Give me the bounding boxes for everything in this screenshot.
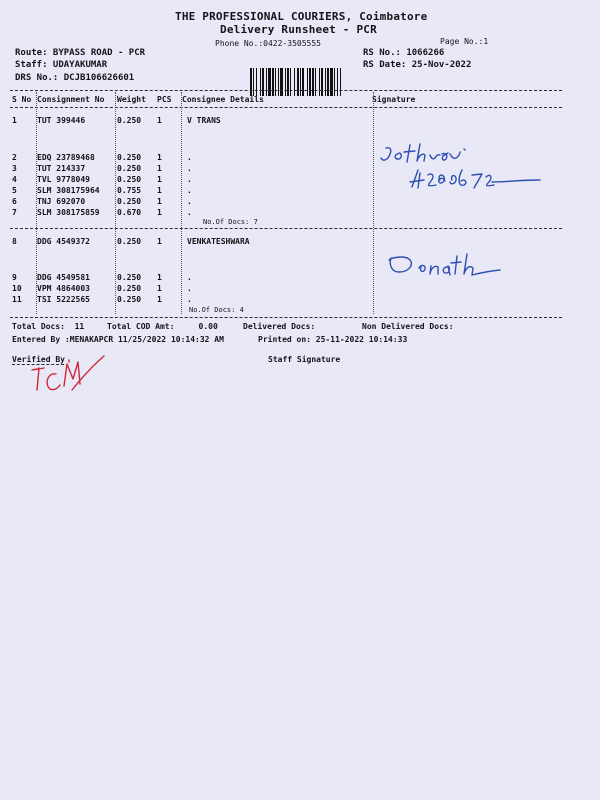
- col-consignee: Consignee Details: [182, 95, 264, 104]
- row-consignment: DDG 4549372: [37, 237, 90, 246]
- col-sno: S No: [12, 95, 32, 104]
- header-top-rule: [10, 90, 562, 91]
- sheet-title: Delivery Runsheet - PCR: [220, 23, 377, 36]
- row-pcs: 1: [157, 175, 162, 184]
- row-sno: 5: [12, 186, 17, 195]
- row-consignee: .: [187, 295, 192, 304]
- printed-on: Printed on: 25-11-2022 10:14:33: [258, 335, 408, 344]
- row-consignment: SLM 308175964: [37, 186, 100, 195]
- table-row: [0, 116, 600, 127]
- row-consignment: TNJ 692070: [37, 197, 86, 206]
- table-row: [0, 208, 600, 219]
- row-consignment: TUT 214337: [37, 164, 86, 173]
- row-pcs: 1: [157, 153, 162, 162]
- row-sno: 6: [12, 197, 17, 206]
- row-weight: 0.755: [117, 186, 142, 195]
- row-sno: 1: [12, 116, 17, 125]
- row-weight: 0.250: [117, 295, 142, 304]
- group2-docs-count: No.Of Docs: 4: [189, 306, 244, 314]
- row-consignment: DDG 4549581: [37, 273, 90, 282]
- staff-label: Staff: UDAYAKUMAR: [15, 60, 108, 70]
- col-pcs: PCS: [157, 95, 172, 104]
- row-consignee: V TRANS: [187, 116, 221, 125]
- row-sno: 3: [12, 164, 17, 173]
- row-weight: 0.250: [117, 116, 142, 125]
- verifier-initials-signature: [28, 352, 113, 402]
- rs-number: RS No.: 1066266: [363, 48, 445, 58]
- total-docs: Total Docs: 11: [12, 322, 85, 331]
- row-pcs: 1: [157, 273, 162, 282]
- row-consignee: .: [187, 197, 192, 206]
- row-pcs: 1: [157, 208, 162, 217]
- row-consignment: TSI 5222565: [37, 295, 90, 304]
- row-weight: 0.250: [117, 153, 142, 162]
- footer-top-rule: [10, 317, 562, 318]
- row-pcs: 1: [157, 164, 162, 173]
- table-row: [0, 284, 600, 295]
- row-consignee: .: [187, 153, 192, 162]
- row-weight: 0.670: [117, 208, 142, 217]
- group-separator: [10, 228, 562, 229]
- col-signature: Signature: [372, 95, 416, 104]
- table-row: [0, 295, 600, 306]
- row-sno: 7: [12, 208, 17, 217]
- route-label: Route: BYPASS ROAD - PCR: [15, 48, 146, 58]
- row-sno: 11: [12, 295, 22, 304]
- row-weight: 0.250: [117, 237, 142, 246]
- row-consignment: VPM 4864003: [37, 284, 90, 293]
- table-row: [0, 237, 600, 248]
- table-row: [0, 273, 600, 284]
- row-sno: 2: [12, 153, 17, 162]
- row-weight: 0.250: [117, 273, 142, 282]
- total-cod: Total COD Amt: 0.00: [107, 322, 218, 331]
- row-consignee: .: [187, 175, 192, 184]
- row-consignment: SLM 308175859: [37, 208, 100, 217]
- drs-number: DRS No.: DCJB106626601: [15, 73, 135, 83]
- row-consignee: .: [187, 208, 192, 217]
- rs-date: RS Date: 25-Nov-2022: [363, 60, 472, 70]
- row-pcs: 1: [157, 237, 162, 246]
- row-sno: 9: [12, 273, 17, 282]
- staff-signature-label: Staff Signature: [268, 355, 341, 364]
- row-sno: 10: [12, 284, 22, 293]
- row-pcs: 1: [157, 116, 162, 125]
- row-weight: 0.250: [117, 164, 142, 173]
- row-pcs: 1: [157, 284, 162, 293]
- row-consignment: TUT 399446: [37, 116, 86, 125]
- phone-number: Phone No.:0422-3505555: [215, 39, 321, 48]
- header-bottom-rule: [10, 107, 562, 108]
- row-consignee: VENKATESHWARA: [187, 237, 250, 246]
- row-sno: 4: [12, 175, 17, 184]
- row-weight: 0.250: [117, 284, 142, 293]
- barcode: [230, 49, 353, 77]
- row-consignee: .: [187, 164, 192, 173]
- row-weight: 0.250: [117, 175, 142, 184]
- company-title: THE PROFESSIONAL COURIERS, Coimbatore: [175, 10, 428, 23]
- col-weight: Weight: [117, 95, 146, 104]
- row-pcs: 1: [157, 186, 162, 195]
- row-consignment: EDQ 23789468: [37, 153, 95, 162]
- handwritten-signature-group1: [380, 140, 545, 195]
- verified-by-label: Verified By: [12, 355, 65, 364]
- row-consignment: TVL 9778049: [37, 175, 90, 184]
- column-headers: [0, 95, 600, 106]
- non-delivered-docs: Non Delivered Docs:: [362, 322, 454, 331]
- row-consignee: .: [187, 186, 192, 195]
- row-consignee: .: [187, 273, 192, 282]
- entered-by: Entered By :MENAKAPCR 11/25/2022 10:14:32 AM: [12, 335, 224, 344]
- col-consignment: Consignment No: [37, 95, 105, 104]
- delivered-docs: Delivered Docs:: [243, 322, 316, 331]
- row-sno: 8: [12, 237, 17, 246]
- row-pcs: 1: [157, 197, 162, 206]
- group1-docs-count: No.Of Docs: 7: [203, 218, 258, 226]
- table-row: [0, 197, 600, 208]
- row-pcs: 1: [157, 295, 162, 304]
- handwritten-signature-group2: [385, 250, 505, 282]
- row-weight: 0.250: [117, 197, 142, 206]
- row-consignee: .: [187, 284, 192, 293]
- page-number: Page No.:1: [440, 37, 489, 46]
